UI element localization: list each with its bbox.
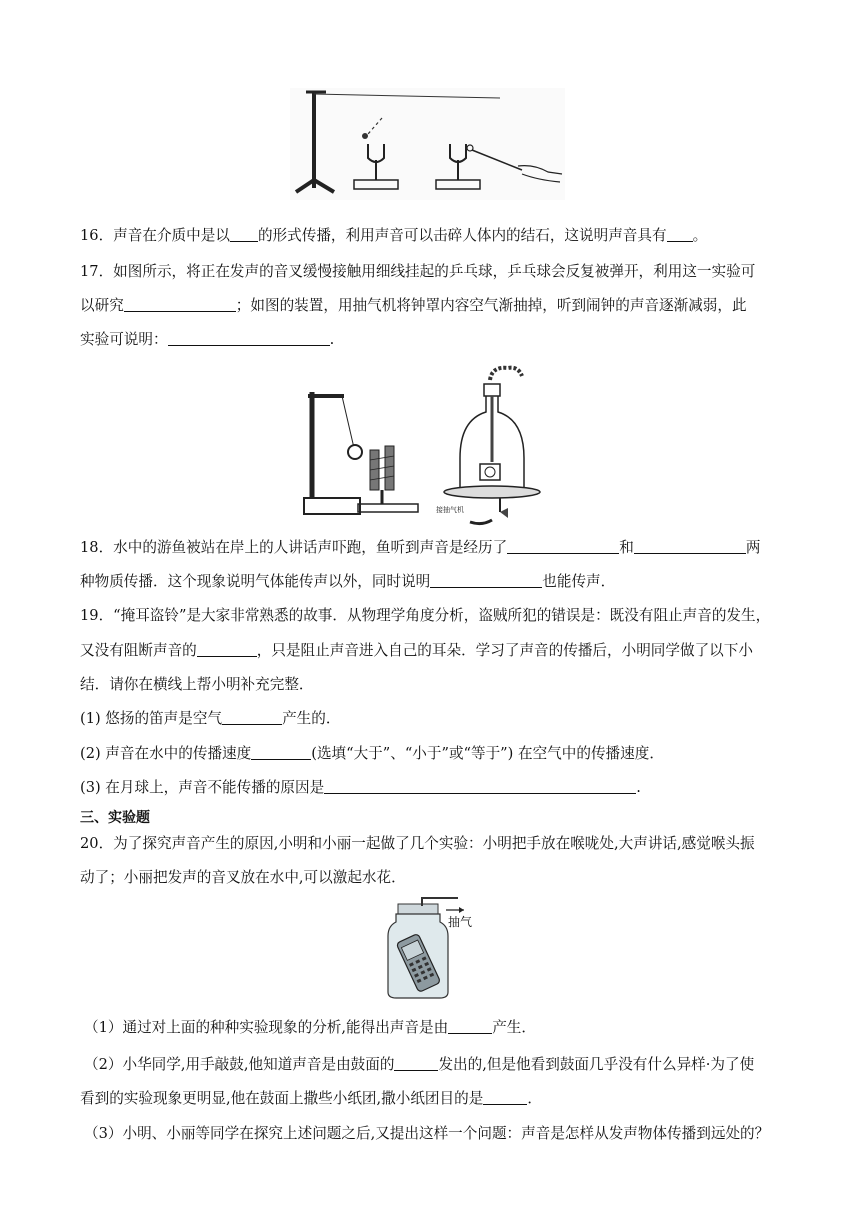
tuning-fork-figure: [290, 88, 565, 200]
section-heading: 三、实验题: [80, 810, 150, 826]
jar-phone-figure: [378, 896, 482, 1000]
q20-s1b: 产生．: [492, 1019, 536, 1036]
q17-text-2a: 以研究: [80, 297, 124, 314]
question-19-line-3: 结．请你在横线上帮小明补充完整．: [80, 676, 314, 693]
q19-text-2b: ，只是阻止声音进入自己的耳朵．学习了声音的传播后，小明同学做了以下小: [256, 642, 753, 659]
question-19-sub-1: [80, 709, 780, 729]
q19-blank-4[interactable]: [324, 779, 636, 794]
q18-text-2a: 种物质传播．这个现象说明气体能传声以外，同时说明: [80, 573, 431, 590]
q16-number: 16．: [80, 227, 114, 244]
q16-blank-1[interactable]: [230, 227, 258, 242]
question-18-line-2: [80, 572, 780, 592]
q20-s2a: （2）小华同学,用手敲鼓,他知道声音是由鼓面的: [84, 1056, 395, 1073]
q16-text-1: 声音在介质中是以: [113, 227, 230, 244]
question-18-line-1: [80, 538, 780, 558]
q20-s2b: 发出的,但是他看到鼓面几乎没有什么异样·为了使: [438, 1056, 755, 1073]
q17-text-3a: 实验可说明：: [80, 331, 168, 348]
q17-blank-2[interactable]: [168, 331, 330, 346]
q20-s1a: （1）通过对上面的种种实验现象的分析,能得出声音是由: [84, 1019, 449, 1036]
q19-blank-3[interactable]: [251, 745, 311, 760]
q19-text-2a: 又没有阻断声音的: [80, 642, 197, 659]
q20-blank-1[interactable]: [448, 1019, 492, 1034]
q17-blank-1[interactable]: [124, 297, 236, 312]
pendulum-tuning-fork-figure: [298, 386, 424, 520]
q17-text-3b: .: [329, 331, 335, 348]
q18-blank-2[interactable]: [634, 539, 746, 554]
question-20-line-1: 20．为了探究声音产生的原因,小明和小丽一起做了几个实验：小明把手放在喉咙处,大声讲话,感觉喉头振: [80, 835, 755, 852]
question-17-line-3: [80, 330, 780, 350]
q20-s2d: ．: [527, 1090, 542, 1107]
q19-s1b: 产生的．: [282, 710, 341, 727]
question-17-line-2: [80, 296, 780, 316]
q18-text-1a: 18．水中的游鱼被站在岸上的人讲话声吓跑，鱼听到声音是经历了: [80, 539, 508, 556]
question-20-line-2: 动了；小丽把发声的音叉放在水中,可以激起水花．: [80, 869, 406, 886]
q20-s2c: 看到的实验现象更明显,他在鼓面上撒些小纸团,撒小纸团目的是: [80, 1090, 484, 1107]
q19-blank-2[interactable]: [222, 710, 282, 725]
q17-text-2b: ；如图的装置，用抽气机将钟罩内容空气渐抽掉，听到闹钟的声音逐渐减弱，此: [235, 297, 747, 314]
q19-s1a: (1) 悠扬的笛声是空气: [80, 710, 223, 727]
question-20-sub-2-cont: [80, 1089, 780, 1109]
q20-blank-2[interactable]: [394, 1056, 438, 1071]
q19-s2b: (选填“大于”、“小于”或“等于”) 在空气中的传播速度．: [311, 745, 664, 762]
question-20-sub-1: [84, 1018, 784, 1038]
question-16: [80, 226, 780, 246]
question-19-line-1: 19．“掩耳盗铃”是大家非常熟悉的故事．从物理学角度分析，盗贼所犯的错误是：既没有阻止声音的发生，: [80, 607, 771, 624]
extract-air-label: 抽气: [448, 915, 473, 929]
q18-text-2b: 也能传声．: [542, 573, 616, 590]
question-17-line-1: 17．如图所示，将正在发声的音叉缓慢接触用细线挂起的乒乓球，乒乓球会反复被弹开，利用这一实验可: [80, 263, 756, 280]
q16-text-3: 。: [692, 227, 708, 244]
question-20-sub-2: [84, 1055, 784, 1075]
q19-s3a: (3) 在月球上，声音不能传播的原因是: [80, 779, 325, 796]
q20-blank-3[interactable]: [483, 1090, 527, 1105]
q18-blank-1[interactable]: [507, 539, 619, 554]
q19-s2a: (2) 声音在水中的传播速度: [80, 745, 252, 762]
q18-text-1b: 和: [619, 539, 634, 556]
q18-text-1c: 两: [745, 539, 761, 556]
question-20-sub-3: （3）小明、小丽等同学在探究上述问题之后,又提出这样一个问题：声音是怎样从发声物体传播到远处的？: [84, 1125, 770, 1142]
air-pump-label: 接抽气机: [436, 506, 464, 514]
question-19-line-2: [80, 641, 780, 661]
q18-blank-3[interactable]: [430, 573, 542, 588]
question-19-sub-3: [80, 778, 780, 798]
q19-blank-1[interactable]: [197, 642, 257, 657]
bell-jar-figure: [432, 362, 552, 530]
question-19-sub-2: [80, 744, 780, 764]
q16-text-2: 的形式传播，利用声音可以击碎人体内的结石，这说明声音具有: [257, 227, 667, 244]
q19-s3b: .: [636, 779, 641, 796]
q16-blank-2[interactable]: [667, 227, 693, 242]
